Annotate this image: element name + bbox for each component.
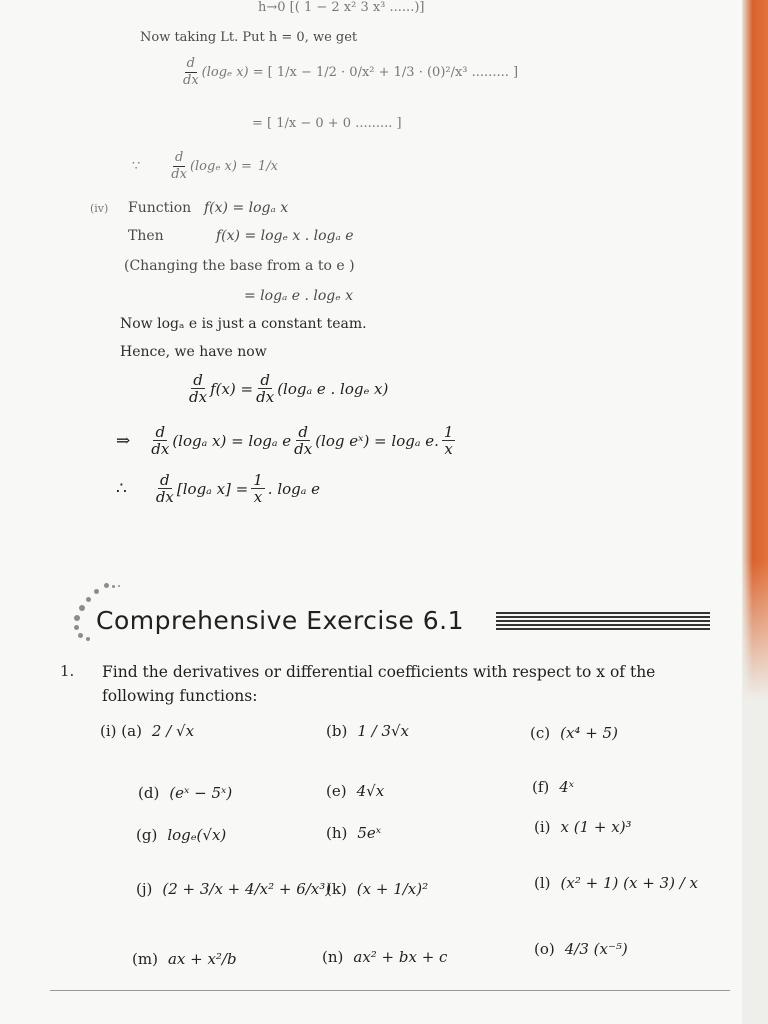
section-heading: Comprehensive Exercise 6.1: [96, 606, 464, 635]
item-m: (m) ax + x²/b: [132, 950, 237, 968]
item-h: (h) 5eˣ: [326, 824, 382, 842]
equation-3: ∴ $\frac{d}{dx}$ [logₐ x] = $\frac{1}{x}$ . logₐ e: [116, 471, 321, 506]
equation-1: $\frac{d}{dx}$ f(x) = $\frac{d}{dx}$ (logₐ e . logₑ x): [189, 371, 389, 406]
function-word: Function: [128, 200, 192, 216]
item-l: (l) (x² + 1) (x + 3) / x: [534, 874, 698, 892]
item-g: (g) logₑ(√x): [136, 826, 227, 844]
d-dx-fraction: $\frac{d}{dx}$: [183, 56, 199, 88]
question-number: 1.: [60, 662, 75, 680]
heading-rules: [496, 612, 710, 634]
implies-symbol: ⇒: [116, 430, 131, 451]
equation-2: ⇒ $\frac{d}{dx}$ (logₐ x) = logₐ e $\frac{d}{dx}$ (log eˣ) = logₐ e. $\frac{1}{x}$: [116, 423, 454, 458]
item-j: (j) (2 + 3/x + 4/x² + 6/x³): [136, 880, 332, 898]
item-b: (b) 1 / 3√x: [326, 722, 410, 740]
base-note: (Changing the base from a to e ): [124, 258, 355, 274]
item-c: (c) (x⁴ + 5): [530, 724, 618, 742]
function-expr: f(x) = logₐ x: [204, 200, 289, 216]
question-text: Find the derivatives or differential coefficients with respect to x of the following functions:: [102, 663, 656, 705]
item-e: (e) 4√x: [326, 782, 385, 800]
item-f: (f) 4ˣ: [532, 778, 575, 796]
top-fragment: h→0 [( 1 − 2 x² 3 x³ ......)]: [258, 0, 425, 15]
item-i-a: (i) (a) 2 / √x: [100, 722, 195, 740]
item-i: (i) x (1 + x)³: [534, 818, 632, 836]
then-word: Then: [128, 228, 164, 244]
derivation-row-2: = [ 1/x − 0 + 0 ......... ]: [252, 116, 402, 131]
item-d: (d) (eˣ − 5ˣ): [138, 784, 233, 802]
derivation-row-1: $\frac{d}{dx}$ (logₑ x) = [ 1/x − 1/2 · 0/x² + 1/3 · (0)²/x³ ......... ]: [183, 56, 519, 88]
bottom-rule: [50, 990, 730, 991]
derivation-result: ∵ $\frac{d}{dx}$ (logₑ x) = 1/x: [132, 150, 278, 182]
therefore-symbol: ∴: [116, 478, 127, 499]
item-n: (n) ax² + bx + c: [322, 948, 448, 966]
constant-note: Now logₐ e is just a constant team.: [120, 316, 367, 332]
book-edge-shade: [742, 560, 768, 1024]
equals-expr: = logₐ e . logₑ x: [244, 288, 354, 304]
item-k: (k) (x + 1/x)²: [326, 880, 429, 898]
item-o: (o) 4/3 (x⁻⁵): [534, 940, 628, 958]
taking-limit-line: Now taking Lt. Put h = 0, we get: [140, 30, 358, 45]
part-iv-label: (iv): [90, 202, 109, 215]
hence-note: Hence, we have now: [120, 344, 267, 360]
then-expr: f(x) = logₑ x . logₐ e: [216, 228, 354, 244]
